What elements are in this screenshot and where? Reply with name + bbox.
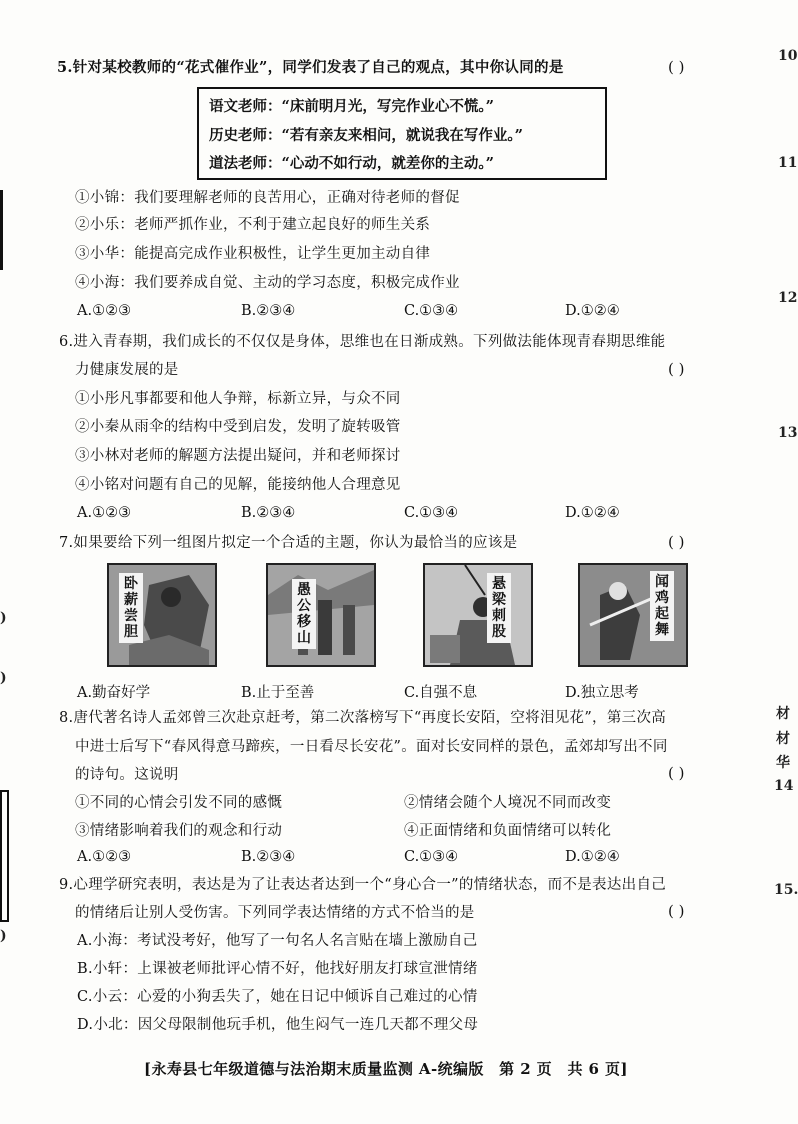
picture-label-wenji: 闻鸡 xyxy=(655,574,669,606)
right-edge-15: 15. xyxy=(774,882,798,898)
q9-stem-line1: 9.心理学研究表明，表达是为了让表达者达到一个“身心合一”的情绪状态，而不是表达出自己 xyxy=(59,877,667,893)
q5-item-1: ①小锦：我们要理解老师的良苦用心，正确对待老师的督促 xyxy=(75,190,460,206)
q6-item-1: ①小彤凡事都要和他人争辩，标新立异，与众不同 xyxy=(75,391,401,407)
right-edge-cai-2: 材 xyxy=(776,731,790,747)
q8-option-c[interactable]: C.①③④ xyxy=(404,849,459,865)
q9-option-b[interactable]: B.小轩：上课被老师批评心情不好，他找好朋友打球宣泄情绪 xyxy=(77,961,478,977)
scan-bar-left-top xyxy=(0,190,3,270)
picture-label-yugong: 愚公 xyxy=(297,582,311,614)
picture-label-yugong-yishan xyxy=(292,579,316,649)
page-footer: [永寿县七年级道德与法治期末质量监测 A-统编版 第 2 页 共 6 页] xyxy=(144,1060,628,1078)
q6-stem-line2: 力健康发展的是 xyxy=(75,362,179,378)
right-edge-cai-1: 材 xyxy=(776,706,790,722)
q7-option-b[interactable]: B.止于至善 xyxy=(241,685,315,701)
quote-chinese-teacher: 语文老师：“床前明月光，写完作业心不慌。” xyxy=(209,98,494,115)
picture-label-cigu: 刺股 xyxy=(492,608,506,640)
q5-item-2: ②小乐：老师严抓作业，不利于建立起良好的师生关系 xyxy=(75,217,431,233)
q8-stem-line2: 中进士后写下“春风得意马蹄疾，一日看尽长安花”。面对长安同样的景色，孟郊却写出不同 xyxy=(75,739,668,755)
q7-answer-paren[interactable]: ( ) xyxy=(668,533,685,551)
picture-xuanliang-cigu xyxy=(423,563,533,667)
q6-option-d[interactable]: D.①②④ xyxy=(565,505,620,521)
q8-item-2: ②情绪会随个人境况不同而改变 xyxy=(404,795,612,811)
q8-option-b[interactable]: B.②③④ xyxy=(241,849,296,865)
right-edge-13: 13 xyxy=(778,425,798,441)
q8-answer-paren[interactable]: ( ) xyxy=(668,764,685,782)
q5-option-c[interactable]: C.①③④ xyxy=(404,303,459,319)
q5-option-d[interactable]: D.①②④ xyxy=(565,303,620,319)
q8-option-d[interactable]: D.①②④ xyxy=(565,849,620,865)
q8-option-a[interactable]: A.①②③ xyxy=(77,849,132,865)
scan-bar-left-bottom xyxy=(0,790,9,922)
right-edge-11: 11 xyxy=(778,155,798,171)
picture-label-wenji-qiwu xyxy=(650,571,674,641)
left-edge-paren-1: ) xyxy=(0,610,7,626)
q8-item-3: ③情绪影响着我们的观念和行动 xyxy=(75,823,283,839)
picture-label-xuanliang: 悬梁 xyxy=(492,576,506,608)
xuanliang-cigu-illustration xyxy=(425,565,531,665)
q9-option-d[interactable]: D.小北：因父母限制他玩手机，他生闷气一连几天都不理父母 xyxy=(77,1017,479,1033)
q8-item-1: ①不同的心情会引发不同的感慨 xyxy=(75,795,283,811)
right-edge-hua: 华 xyxy=(776,755,790,771)
quote-morality-teacher: 道法老师：“心动不如行动，就差你的主动。” xyxy=(209,155,494,172)
quote-history-teacher: 历史老师：“若有亲友来相问，就说我在写作业。” xyxy=(209,127,523,144)
picture-label-yishan: 移山 xyxy=(297,614,311,646)
picture-label-woxin-changdan xyxy=(119,573,143,643)
q6-item-3: ③小林对老师的解题方法提出疑问，并和老师探讨 xyxy=(75,448,401,464)
q6-answer-paren[interactable]: ( ) xyxy=(668,360,685,378)
right-edge-10: 10 xyxy=(778,48,798,64)
q7-option-d[interactable]: D.独立思考 xyxy=(565,685,639,701)
q6-item-2: ②小秦从雨伞的结构中受到启发，发明了旋转吸管 xyxy=(75,419,401,435)
q6-item-4: ④小铭对问题有自己的见解，能接纳他人合理意见 xyxy=(75,477,401,493)
q5-answer-paren[interactable]: ( ) xyxy=(668,58,685,76)
right-edge-14: 14 xyxy=(774,778,794,794)
picture-wenji-qiwu xyxy=(578,563,688,667)
yugong-yishan-illustration xyxy=(268,565,374,665)
q5-item-4: ④小海：我们要养成自觉、主动的学习态度，积极完成作业 xyxy=(75,275,460,291)
q9-option-c[interactable]: C.小云：心爱的小狗丢失了，她在日记中倾诉自己难过的心情 xyxy=(77,989,478,1005)
picture-label-xuanliang-cigu xyxy=(487,573,511,643)
q7-stem: 7.如果要给下列一组图片拟定一个合适的主题，你认为最恰当的应该是 xyxy=(59,535,518,551)
teacher-quotes-box xyxy=(197,87,607,180)
q5-option-a[interactable]: A.①②③ xyxy=(77,303,132,319)
left-edge-paren-3: ) xyxy=(0,928,7,944)
q6-option-b[interactable]: B.②③④ xyxy=(241,505,296,521)
q9-stem-line2: 的情绪后让别人受伤害。下列同学表达情绪的方式不恰当的是 xyxy=(75,905,475,921)
picture-label-changdan: 尝胆 xyxy=(124,608,138,640)
picture-woxin-changdan xyxy=(107,563,217,667)
q6-option-a[interactable]: A.①②③ xyxy=(77,505,132,521)
left-edge-paren-2: ) xyxy=(0,670,7,686)
q8-item-4: ④正面情绪和负面情绪可以转化 xyxy=(404,823,612,839)
q9-answer-paren[interactable]: ( ) xyxy=(668,902,685,920)
picture-label-qiwu: 起舞 xyxy=(655,606,669,638)
q6-option-c[interactable]: C.①③④ xyxy=(404,505,459,521)
q6-stem-line1: 6.进入青春期，我们成长的不仅仅是身体，思维也在日渐成熟。下列做法能体现青春期思维能 xyxy=(59,334,666,350)
q8-stem-line1: 8.唐代著名诗人孟郊曾三次赴京赶考，第二次落榜写下“再度长安陌，空将泪见花”，第三次高 xyxy=(59,710,667,726)
q7-option-c[interactable]: C.自强不息 xyxy=(404,685,478,701)
picture-label-woxin: 卧薪 xyxy=(124,576,138,608)
q5-option-b[interactable]: B.②③④ xyxy=(241,303,296,319)
q8-stem-line3: 的诗句。这说明 xyxy=(75,767,179,783)
picture-yugong-yishan xyxy=(266,563,376,667)
q5-stem: 5.针对某校教师的“花式催作业”，同学们发表了自己的观点，其中你认同的是 xyxy=(57,59,564,76)
right-edge-12: 12 xyxy=(778,290,798,306)
q5-item-3: ③小华：能提高完成作业积极性，让学生更加主动自律 xyxy=(75,246,431,262)
q9-option-a[interactable]: A.小海：考试没考好，他写了一句名人名言贴在墙上激励自己 xyxy=(77,933,478,949)
q7-option-a[interactable]: A.勤奋好学 xyxy=(77,685,151,701)
